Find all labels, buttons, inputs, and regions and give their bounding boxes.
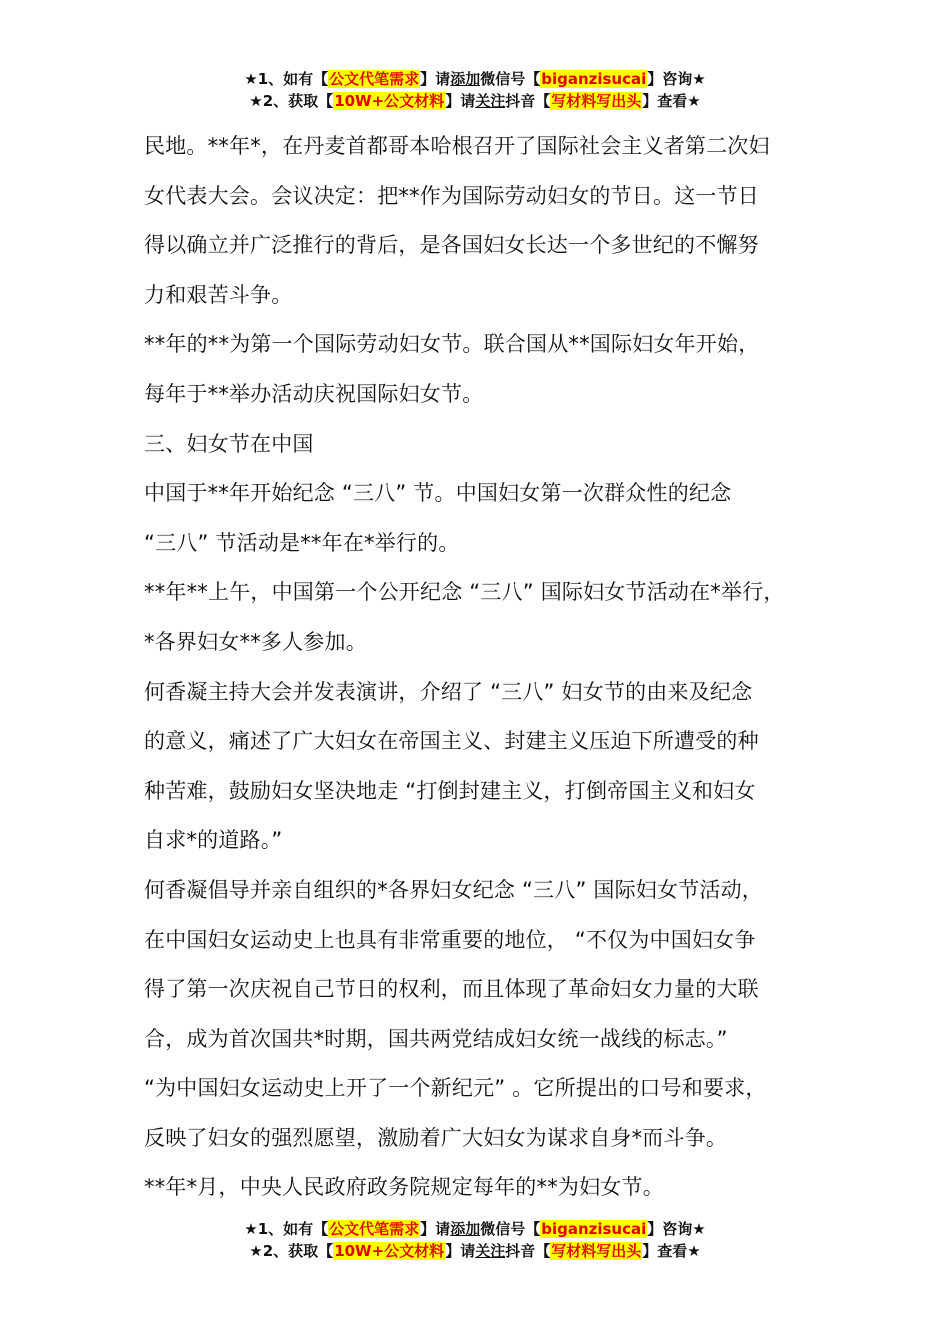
bottom-banner [0, 1218, 950, 1262]
body-line: “三八” 节活动是**年在*举行的。 [144, 530, 460, 555]
highlight-materials: 10W+公文材料 [334, 92, 445, 110]
highlight-writing-service: 公文代笔需求 [329, 70, 420, 88]
body-line: 种苦难，鼓励妇女坚决地走 “打倒封建主义，打倒帝国主义和妇女 [144, 778, 756, 803]
body-line: **年*月，中央人民政府政务院规定每年的**为妇女节。 [144, 1175, 664, 1200]
body-line: 得以确立并广泛推行的背后，是各国妇女长达一个多世纪的不懈努 [144, 233, 759, 258]
body-line: 自求*的道路。” [144, 828, 283, 853]
body-line: 的意义，痛述了广大妇女在帝国主义、封建主义压迫下所遭受的种 [144, 729, 759, 754]
body-line: *各界妇女**多人参加。 [144, 629, 367, 654]
body-line: 力和艰苦斗争。 [144, 282, 293, 307]
top-banner-line-2: ★2、获取【10W+公文材料】请关注抖音【写材料写出头】查看★ [249, 92, 701, 110]
highlight-douyin-account: 写材料写出头 [551, 92, 642, 110]
body-line: 每年于**举办活动庆祝国际妇女节。 [144, 381, 484, 406]
body-line: 民地。**年*，在丹麦首都哥本哈根召开了国际社会主义者第二次妇 [144, 134, 770, 158]
document-body [144, 122, 844, 1213]
body-line: 中国于**年开始纪念 “三八” 节。中国妇女第一次群众性的纪念 [144, 481, 732, 506]
bottom-banner-line-2: ★2、获取【10W+公文材料】请关注抖音【写材料写出头】查看★ [249, 1242, 701, 1260]
highlight-wechat-id: biganzisucai [541, 1220, 647, 1238]
highlight-wechat-id: biganzisucai [541, 70, 647, 88]
top-banner [0, 68, 950, 112]
body-line: 合，成为首次国共*时期，国共两党结成妇女统一战线的标志。” [144, 1026, 728, 1051]
body-line: 得了第一次庆祝自己节日的权利，而且体现了革命妇女力量的大联 [144, 977, 759, 1002]
body-line: 反映了妇女的强烈愿望，激励着广大妇女为谋求自身*而斗争。 [144, 1125, 728, 1150]
section-heading: 三、妇女节在中国 [144, 431, 314, 456]
bottom-banner-line-1: ★1、如有【公文代笔需求】请添加微信号【biganzisucai】咨询★ [244, 1220, 706, 1238]
body-line: 女代表大会。会议决定：把**作为国际劳动妇女的节日。这一节日 [144, 183, 759, 208]
body-line: **年**上午，中国第一个公开纪念 “三八” 国际妇女节活动在*举行， [144, 580, 785, 605]
highlight-materials: 10W+公文材料 [334, 1242, 445, 1260]
body-line: **年的**为第一个国际劳动妇女节。联合国从**国际妇女年开始， [144, 332, 760, 357]
top-banner-line-1: ★1、如有【公文代笔需求】请添加微信号【biganzisucai】咨询★ [244, 70, 706, 88]
body-line: 在中国妇女运动史上也具有非常重要的地位， “不仅为中国妇女争 [144, 927, 756, 952]
highlight-writing-service: 公文代笔需求 [329, 1220, 420, 1238]
highlight-douyin-account: 写材料写出头 [551, 1242, 642, 1260]
body-line: “为中国妇女运动史上开了一个新纪元” 。它所提出的口号和要求， [144, 1076, 767, 1101]
body-line: 何香凝主持大会并发表演讲，介绍了 “三八” 妇女节的由来及纪念 [144, 679, 753, 704]
body-line: 何香凝倡导并亲自组织的*各界妇女纪念 “三八” 国际妇女节活动， [144, 877, 764, 902]
